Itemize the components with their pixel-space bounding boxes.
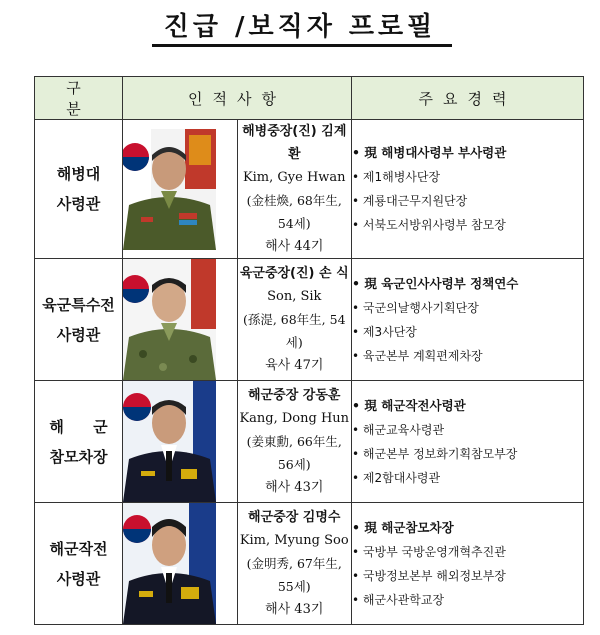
division-line: 사령관 <box>56 569 101 588</box>
person-class: 해사 43기 <box>265 480 324 495</box>
person-hanja-age: (姜東勳, 66年生, 56세) <box>246 434 342 472</box>
career-cell <box>352 259 584 381</box>
division-line: 육군특수전 <box>42 295 115 314</box>
page-title: 진급 /보직자 프로필 <box>163 12 437 42</box>
person-roman-name: Son, Sik <box>267 289 322 304</box>
career-item: • 제3사단장 <box>352 324 417 339</box>
career-current: • 現 해병대사령부 부사령관 <box>352 145 507 160</box>
career-item: • 해군본부 정보화기획참모부장 <box>352 446 518 461</box>
person-roman-name: Kim, Gye Hwan <box>242 170 346 185</box>
table-row <box>35 503 584 625</box>
person-hanja-age: (孫湜, 68年生, 54세) <box>242 312 346 350</box>
division-line: 해병대 <box>56 165 101 183</box>
photo-cell <box>123 259 238 381</box>
career-item: • 국방정보본부 해외정보부장 <box>352 568 506 583</box>
person-roman-name: Kang, Dong Hun <box>239 411 350 426</box>
table-row <box>35 259 584 381</box>
person-roman-name: Kim, Myung Soo <box>239 533 349 548</box>
division-line: 해 군 <box>49 417 108 436</box>
career-cell <box>352 503 584 625</box>
career-current: • 現 해군참모차장 <box>352 519 454 535</box>
photo-cell <box>123 120 238 259</box>
header-row <box>35 77 584 120</box>
personal-info-cell <box>237 259 352 381</box>
division-line: 사령관 <box>56 325 101 344</box>
career-item: • 제2함대사령관 <box>352 470 441 485</box>
career-cell <box>352 381 584 503</box>
person-name: 해병중장(진) 김계환 <box>242 124 347 162</box>
person-name: 해군중장 강동훈 <box>248 388 341 403</box>
career-item: • 해군사관학교장 <box>352 592 445 607</box>
career-current: • 現 육군인사사령부 정책연수 <box>352 275 519 291</box>
career-item: • 국군의날행사기획단장 <box>352 300 479 315</box>
header-division: 구 분 <box>35 77 123 120</box>
career-item: • 해군교육사령관 <box>352 422 445 437</box>
title-block <box>150 6 450 43</box>
profile-table <box>34 76 584 625</box>
division-line: 사령관 <box>56 195 101 213</box>
personal-info-cell <box>237 503 352 625</box>
photo-cell <box>123 503 238 625</box>
header-personal: 인적사항 <box>123 77 352 120</box>
personal-info-cell <box>237 120 352 259</box>
person-name: 해군중장 김명수 <box>248 510 341 525</box>
career-cell <box>352 120 584 259</box>
career-item: • 육군본부 계획편제차장 <box>352 348 483 363</box>
portrait-photo <box>123 129 216 250</box>
header-career: 주요경력 <box>352 77 584 120</box>
portrait-photo <box>123 259 216 380</box>
division-cell <box>35 120 123 259</box>
photo-cell <box>123 381 238 503</box>
person-class: 육사 47기 <box>265 358 324 373</box>
portrait-photo <box>123 503 216 624</box>
division-line: 참모차장 <box>49 447 108 466</box>
person-hanja-age: (金桂煥, 68年生, 54세) <box>246 193 342 231</box>
career-current: • 現 해군작전사령관 <box>352 397 466 413</box>
career-item: • 서북도서방위사령부 참모장 <box>352 218 506 232</box>
personal-info-cell <box>237 381 352 503</box>
division-cell <box>35 381 123 503</box>
division-cell <box>35 503 123 625</box>
career-item: • 계룡대근무지원단장 <box>352 194 468 208</box>
title-underline <box>152 44 452 47</box>
person-hanja-age: (金明秀, 67年生, 55세) <box>246 556 342 594</box>
division-cell <box>35 259 123 381</box>
table-row <box>35 381 584 503</box>
table-row <box>35 120 584 259</box>
division-line: 해군작전 <box>49 539 108 558</box>
portrait-photo <box>123 381 216 502</box>
person-name: 육군중장(진) 손 식 <box>239 266 349 281</box>
career-item: • 국방부 국방운영개혁추진관 <box>352 544 506 559</box>
person-class: 해사 43기 <box>265 602 324 617</box>
career-item: • 제1해병사단장 <box>352 170 441 184</box>
person-class: 해사 44기 <box>265 239 324 254</box>
